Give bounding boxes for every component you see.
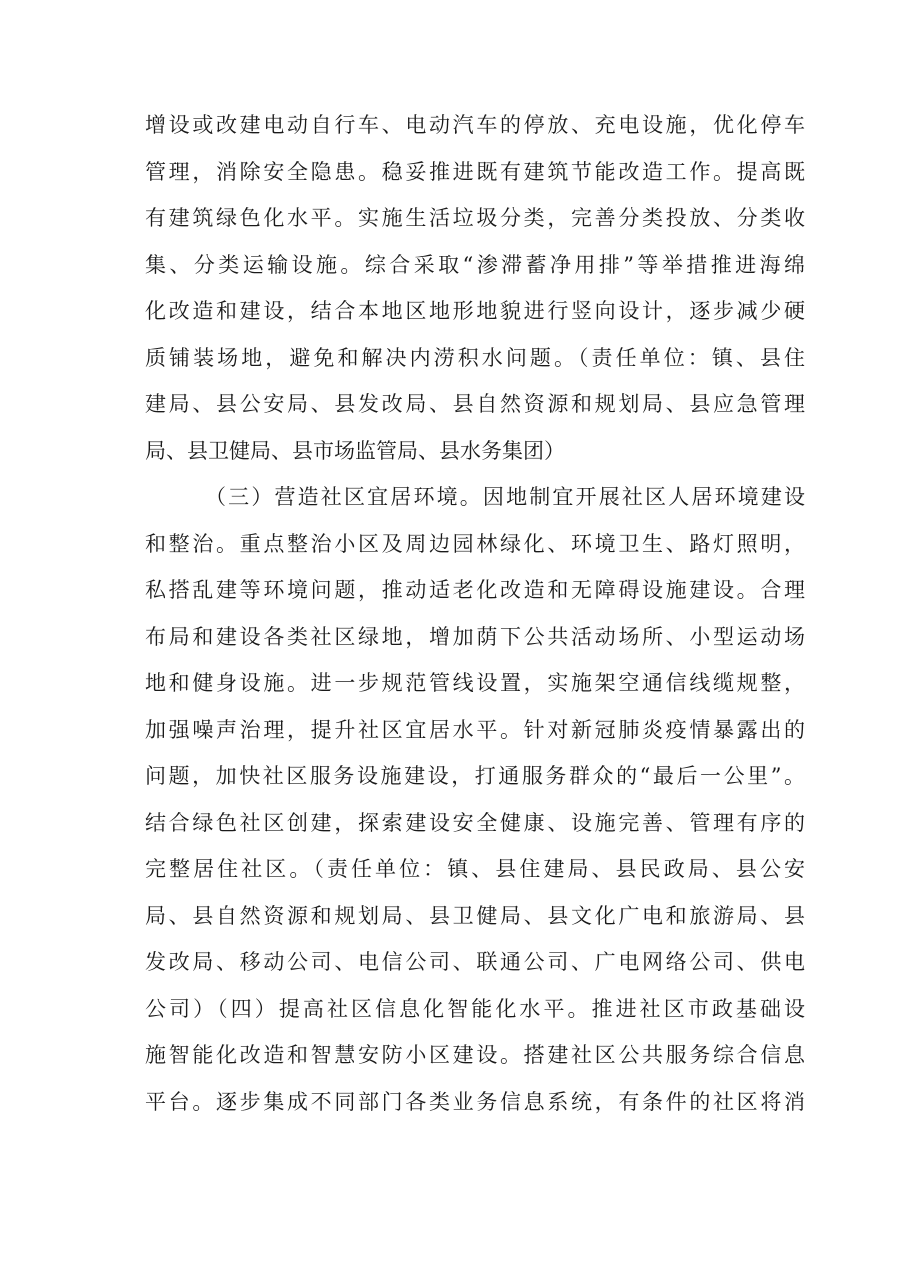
- text-line: 问题，加快社区服务设施建设，打通服务群众的“最后一公里”。: [145, 764, 805, 788]
- text-line: 增设或改建电动自行车、电动汽车的停放、充电设施，优化停车: [145, 113, 805, 137]
- text-line: 局、县卫健局、县市场监管局、县水务集团）: [145, 438, 565, 463]
- text-line: 加强噪声治理，提升社区宜居水平。针对新冠肺炎疫情暴露出的: [145, 717, 805, 742]
- text-line: 平台。逐步集成不同部门各类业务信息系统，有条件的社区将消: [145, 1089, 805, 1114]
- body-text: [145, 102, 805, 1125]
- text-line: 发改局、移动公司、电信公司、联通公司、广电网络公司、供电: [145, 950, 805, 974]
- text-line: 局、县自然资源和规划局、县卫健局、县文化广电和旅游局、县: [145, 903, 805, 928]
- text-line: 私搭乱建等环境问题，推动适老化改造和无障碍设施建设。合理: [145, 578, 805, 602]
- text-line: 集、分类运输设施。综合采取“渗滞蓄净用排”等举措推进海绵: [145, 252, 805, 277]
- text-line: 完整居住社区。（责任单位：镇、县住建局、县民政局、县公安: [145, 857, 805, 881]
- text-line: 公司）（四）提高社区信息化智能化水平。推进社区市政基础设: [145, 996, 805, 1021]
- text-line: 施智能化改造和智慧安防小区建设。搭建社区公共服务综合信息: [145, 1043, 805, 1067]
- section-heading-line: （三）营造社区宜居环境。因地制宜开展社区人居环境建设: [205, 485, 805, 509]
- text-line: 化改造和建设，结合本地区地形地貌进行竖向设计，逐步减少硬: [145, 299, 805, 323]
- text-line: 有建筑绿色化水平。实施生活垃圾分类，完善分类投放、分类收: [145, 206, 805, 230]
- text-line: 建局、县公安局、县发改局、县自然资源和规划局、县应急管理: [145, 392, 805, 416]
- text-line: 地和健身设施。进一步规范管线设置，实施架空通信线缆规整，: [145, 671, 805, 695]
- text-line: 和整治。重点整治小区及周边园林绿化、环境卫生、路灯照明，: [145, 531, 805, 556]
- text-line: 管理，消除安全隐患。稳妥推进既有建筑节能改造工作。提高既: [145, 159, 805, 184]
- text-line: 质铺装场地，避免和解决内涝积水问题。（责任单位：镇、县住: [145, 345, 805, 370]
- text-line: 结合绿色社区创建，探索建设安全健康、设施完善、管理有序的: [145, 810, 805, 835]
- text-line: 布局和建设各类社区绿地，增加荫下公共活动场所、小型运动场: [145, 624, 805, 649]
